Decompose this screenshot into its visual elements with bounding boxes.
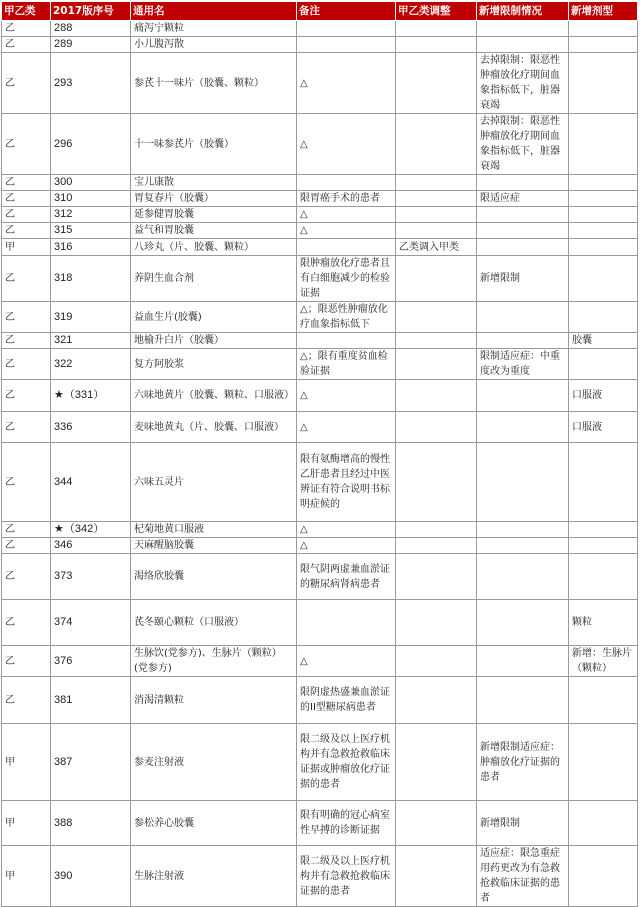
cell-serial: 376 xyxy=(51,646,131,677)
cell-generic-name: 麦味地黄丸（片、胶囊、口服液） xyxy=(131,412,297,443)
table-row xyxy=(2,677,638,724)
cell-class-adjustment xyxy=(396,443,477,522)
cell-remarks: 限肿瘤放化疗患者且有白细胞减少的检验证据 xyxy=(297,256,396,302)
cell-new-restriction: 去掉限制：限恶性肿瘤放化疗期间血象指标低下，脏器衰竭 xyxy=(477,53,569,114)
table-header xyxy=(2,2,638,21)
cell-new-dosage-form xyxy=(569,223,638,239)
cell-new-dosage-form xyxy=(569,175,638,191)
cell-remarks: △ xyxy=(297,53,396,114)
table-row xyxy=(2,349,638,380)
cell-remarks: 限气阴两虚兼血淤证的糖尿病肾病患者 xyxy=(297,554,396,600)
cell-class: 乙 xyxy=(2,412,51,443)
cell-generic-name: 消渴清颗粒 xyxy=(131,677,297,724)
cell-serial: 312 xyxy=(51,207,131,223)
cell-class-adjustment xyxy=(396,53,477,114)
cell-class-adjustment xyxy=(396,538,477,554)
cell-remarks: △ xyxy=(297,522,396,538)
cell-class-adjustment xyxy=(396,349,477,380)
cell-new-restriction: 去掉限制：限恶性肿瘤放化疗期间血象指标低下，脏器衰竭 xyxy=(477,114,569,175)
cell-remarks: △ xyxy=(297,114,396,175)
cell-class-adjustment xyxy=(396,600,477,646)
cell-new-dosage-form xyxy=(569,554,638,600)
table-row xyxy=(2,380,638,412)
cell-generic-name: 六味五灵片 xyxy=(131,443,297,522)
cell-serial: 346 xyxy=(51,538,131,554)
cell-remarks xyxy=(297,239,396,256)
table-row xyxy=(2,538,638,554)
cell-class: 乙 xyxy=(2,333,51,349)
table-row xyxy=(2,302,638,333)
cell-new-dosage-form: 颗粒 xyxy=(569,600,638,646)
cell-serial: 296 xyxy=(51,114,131,175)
cell-new-dosage-form xyxy=(569,53,638,114)
cell-class-adjustment xyxy=(396,175,477,191)
cell-serial: 322 xyxy=(51,349,131,380)
cell-new-dosage-form: 新增：生脉片（颗粒） xyxy=(569,646,638,677)
table-row xyxy=(2,333,638,349)
cell-remarks: 限有明确的冠心病室性早搏的诊断证据 xyxy=(297,801,396,846)
cell-new-restriction xyxy=(477,37,569,53)
cell-class: 乙 xyxy=(2,114,51,175)
cell-serial: 390 xyxy=(51,846,131,907)
cell-new-dosage-form xyxy=(569,677,638,724)
cell-class: 乙 xyxy=(2,349,51,380)
cell-serial: 288 xyxy=(51,21,131,37)
cell-class: 乙 xyxy=(2,37,51,53)
cell-remarks xyxy=(297,600,396,646)
cell-new-dosage-form xyxy=(569,349,638,380)
cell-remarks: △ xyxy=(297,380,396,412)
cell-serial: ★（342） xyxy=(51,522,131,538)
cell-serial: 293 xyxy=(51,53,131,114)
cell-generic-name: 芪冬颐心颗粒（口服液） xyxy=(131,600,297,646)
table-row xyxy=(2,114,638,175)
cell-class-adjustment xyxy=(396,677,477,724)
cell-new-dosage-form xyxy=(569,256,638,302)
cell-class: 甲 xyxy=(2,239,51,256)
cell-class-adjustment xyxy=(396,223,477,239)
table-row xyxy=(2,37,638,53)
cell-class-adjustment xyxy=(396,412,477,443)
cell-remarks: △ xyxy=(297,223,396,239)
header-remarks: 备注 xyxy=(297,2,396,21)
cell-serial: 315 xyxy=(51,223,131,239)
cell-class: 乙 xyxy=(2,21,51,37)
cell-serial: 310 xyxy=(51,191,131,207)
cell-class-adjustment xyxy=(396,191,477,207)
cell-class-adjustment xyxy=(396,554,477,600)
cell-new-dosage-form xyxy=(569,443,638,522)
cell-class-adjustment xyxy=(396,724,477,801)
table-row xyxy=(2,256,638,302)
cell-generic-name: 胃复春片（胶囊） xyxy=(131,191,297,207)
cell-class-adjustment xyxy=(396,380,477,412)
cell-serial: 388 xyxy=(51,801,131,846)
cell-generic-name: 八珍丸（片、胶囊、颗粒） xyxy=(131,239,297,256)
table-row xyxy=(2,175,638,191)
cell-class-adjustment xyxy=(396,846,477,907)
cell-new-restriction xyxy=(477,412,569,443)
cell-generic-name: 杞菊地黄口服液 xyxy=(131,522,297,538)
cell-class: 乙 xyxy=(2,443,51,522)
cell-class: 乙 xyxy=(2,646,51,677)
cell-new-restriction xyxy=(477,302,569,333)
cell-remarks: 限有氨酶增高的慢性乙肝患者且经过中医辨证有符合说明书标明症候的 xyxy=(297,443,396,522)
cell-generic-name: 六味地黄片（胶囊、颗粒、口服液） xyxy=(131,380,297,412)
cell-generic-name: 小儿腹泻散 xyxy=(131,37,297,53)
cell-remarks: 限胃癌手术的患者 xyxy=(297,191,396,207)
header-new-restriction: 新增限制情况 xyxy=(477,2,569,21)
cell-class: 乙 xyxy=(2,380,51,412)
cell-class-adjustment xyxy=(396,256,477,302)
cell-new-restriction: 适应症：限急重症用药更改为有急救抢救临床证据的患者 xyxy=(477,846,569,907)
cell-new-restriction xyxy=(477,443,569,522)
cell-remarks: △ xyxy=(297,412,396,443)
cell-new-restriction: 限适应症 xyxy=(477,191,569,207)
cell-new-dosage-form xyxy=(569,21,638,37)
cell-generic-name: 十一味参芪片（胶囊） xyxy=(131,114,297,175)
header-class: 甲乙类 xyxy=(2,2,51,21)
cell-serial: 344 xyxy=(51,443,131,522)
cell-class: 乙 xyxy=(2,53,51,114)
cell-new-restriction: 新增限制 xyxy=(477,801,569,846)
cell-class-adjustment xyxy=(396,207,477,223)
cell-class: 甲 xyxy=(2,801,51,846)
cell-new-dosage-form xyxy=(569,724,638,801)
cell-new-restriction: 限制适应症：中重度改为重度 xyxy=(477,349,569,380)
cell-new-dosage-form xyxy=(569,302,638,333)
cell-generic-name: 痛泻宁颗粒 xyxy=(131,21,297,37)
cell-class-adjustment xyxy=(396,522,477,538)
cell-generic-name: 益气和胃胶囊 xyxy=(131,223,297,239)
cell-generic-name: 参芪十一味片（胶囊、颗粒） xyxy=(131,53,297,114)
cell-class: 乙 xyxy=(2,256,51,302)
table-row xyxy=(2,646,638,677)
cell-class-adjustment xyxy=(396,801,477,846)
table-row xyxy=(2,443,638,522)
cell-new-restriction xyxy=(477,21,569,37)
cell-generic-name: 参麦注射液 xyxy=(131,724,297,801)
cell-new-restriction xyxy=(477,677,569,724)
cell-new-dosage-form xyxy=(569,207,638,223)
cell-remarks: 限阴虚热盛兼血淤证的II型糖尿病患者 xyxy=(297,677,396,724)
cell-new-dosage-form xyxy=(569,114,638,175)
cell-class: 乙 xyxy=(2,600,51,646)
cell-generic-name: 渴络欣胶囊 xyxy=(131,554,297,600)
cell-class: 乙 xyxy=(2,207,51,223)
cell-generic-name: 益血生片(胶囊) xyxy=(131,302,297,333)
cell-class: 乙 xyxy=(2,538,51,554)
cell-new-restriction xyxy=(477,538,569,554)
table-body xyxy=(2,21,638,907)
cell-new-dosage-form: 口服液 xyxy=(569,412,638,443)
cell-serial: 289 xyxy=(51,37,131,53)
cell-new-dosage-form: 胶囊 xyxy=(569,333,638,349)
table-row xyxy=(2,21,638,37)
cell-class: 乙 xyxy=(2,554,51,600)
header-generic-name: 通用名 xyxy=(131,2,297,21)
cell-remarks: △ xyxy=(297,207,396,223)
cell-new-dosage-form xyxy=(569,801,638,846)
header-class-adjustment: 甲乙类调整 xyxy=(396,2,477,21)
cell-serial: ★（331） xyxy=(51,380,131,412)
cell-class-adjustment xyxy=(396,21,477,37)
table-row xyxy=(2,522,638,538)
cell-new-restriction xyxy=(477,175,569,191)
cell-new-restriction xyxy=(477,554,569,600)
cell-remarks: 限二级及以上医疗机构并有急救抢救临床证据的患者 xyxy=(297,846,396,907)
cell-class-adjustment xyxy=(396,302,477,333)
cell-class-adjustment xyxy=(396,333,477,349)
cell-class-adjustment xyxy=(396,37,477,53)
cell-new-restriction xyxy=(477,223,569,239)
cell-generic-name: 天麻醒脑胶囊 xyxy=(131,538,297,554)
cell-generic-name: 生脉注射液 xyxy=(131,846,297,907)
cell-new-restriction xyxy=(477,239,569,256)
cell-new-dosage-form xyxy=(569,191,638,207)
cell-serial: 387 xyxy=(51,724,131,801)
cell-generic-name: 养阴生血合剂 xyxy=(131,256,297,302)
cell-class-adjustment xyxy=(396,114,477,175)
cell-generic-name: 参松养心胶囊 xyxy=(131,801,297,846)
cell-serial: 321 xyxy=(51,333,131,349)
cell-serial: 316 xyxy=(51,239,131,256)
cell-generic-name: 复方阿胶浆 xyxy=(131,349,297,380)
table-row xyxy=(2,600,638,646)
cell-new-restriction xyxy=(477,646,569,677)
drug-catalog-table xyxy=(1,1,638,907)
cell-serial: 318 xyxy=(51,256,131,302)
cell-class: 甲 xyxy=(2,724,51,801)
cell-remarks xyxy=(297,21,396,37)
cell-remarks: △ xyxy=(297,538,396,554)
table-row xyxy=(2,554,638,600)
cell-generic-name: 地榆升白片（胶囊） xyxy=(131,333,297,349)
cell-new-restriction xyxy=(477,380,569,412)
cell-remarks: △；限恶性肿瘤放化疗血象指标低下 xyxy=(297,302,396,333)
cell-new-restriction xyxy=(477,207,569,223)
cell-class-adjustment xyxy=(396,646,477,677)
cell-generic-name: 延参健胃胶囊 xyxy=(131,207,297,223)
header-serial: 2017版序号 xyxy=(51,2,131,21)
cell-class: 甲 xyxy=(2,846,51,907)
cell-new-restriction: 新增限制 xyxy=(477,256,569,302)
cell-remarks: △ xyxy=(297,646,396,677)
cell-remarks xyxy=(297,37,396,53)
cell-class: 乙 xyxy=(2,522,51,538)
cell-new-dosage-form xyxy=(569,846,638,907)
cell-remarks: 限二级及以上医疗机构并有急救抢救临床证据或肿瘤放化疗证据的患者 xyxy=(297,724,396,801)
cell-new-dosage-form xyxy=(569,37,638,53)
table-row xyxy=(2,724,638,801)
cell-serial: 336 xyxy=(51,412,131,443)
table-row xyxy=(2,207,638,223)
cell-class: 乙 xyxy=(2,302,51,333)
cell-new-restriction xyxy=(477,522,569,538)
cell-serial: 319 xyxy=(51,302,131,333)
cell-new-restriction: 新增限制适应症：肿瘤放化疗证据的患者 xyxy=(477,724,569,801)
cell-generic-name: 宝儿康散 xyxy=(131,175,297,191)
cell-serial: 373 xyxy=(51,554,131,600)
cell-remarks xyxy=(297,175,396,191)
cell-new-restriction xyxy=(477,333,569,349)
cell-new-dosage-form: 口服液 xyxy=(569,380,638,412)
cell-class: 乙 xyxy=(2,223,51,239)
cell-remarks: △；限有重度贫血检验证据 xyxy=(297,349,396,380)
table-row xyxy=(2,412,638,443)
header-new-dosage-form: 新增剂型 xyxy=(569,2,638,21)
cell-class: 乙 xyxy=(2,175,51,191)
table-row xyxy=(2,801,638,846)
table-row xyxy=(2,53,638,114)
table-row xyxy=(2,846,638,907)
cell-generic-name: 生脉饮(党参方)、生脉片（颗粒）(党参方) xyxy=(131,646,297,677)
cell-serial: 381 xyxy=(51,677,131,724)
cell-new-dosage-form xyxy=(569,239,638,256)
cell-remarks xyxy=(297,333,396,349)
cell-new-dosage-form xyxy=(569,538,638,554)
cell-class-adjustment: 乙类调入甲类 xyxy=(396,239,477,256)
table-row xyxy=(2,223,638,239)
table-row xyxy=(2,239,638,256)
header-row xyxy=(2,2,638,21)
cell-class: 乙 xyxy=(2,191,51,207)
cell-serial: 374 xyxy=(51,600,131,646)
cell-new-restriction xyxy=(477,600,569,646)
cell-class: 乙 xyxy=(2,677,51,724)
cell-new-dosage-form xyxy=(569,522,638,538)
table-row xyxy=(2,191,638,207)
cell-serial: 300 xyxy=(51,175,131,191)
